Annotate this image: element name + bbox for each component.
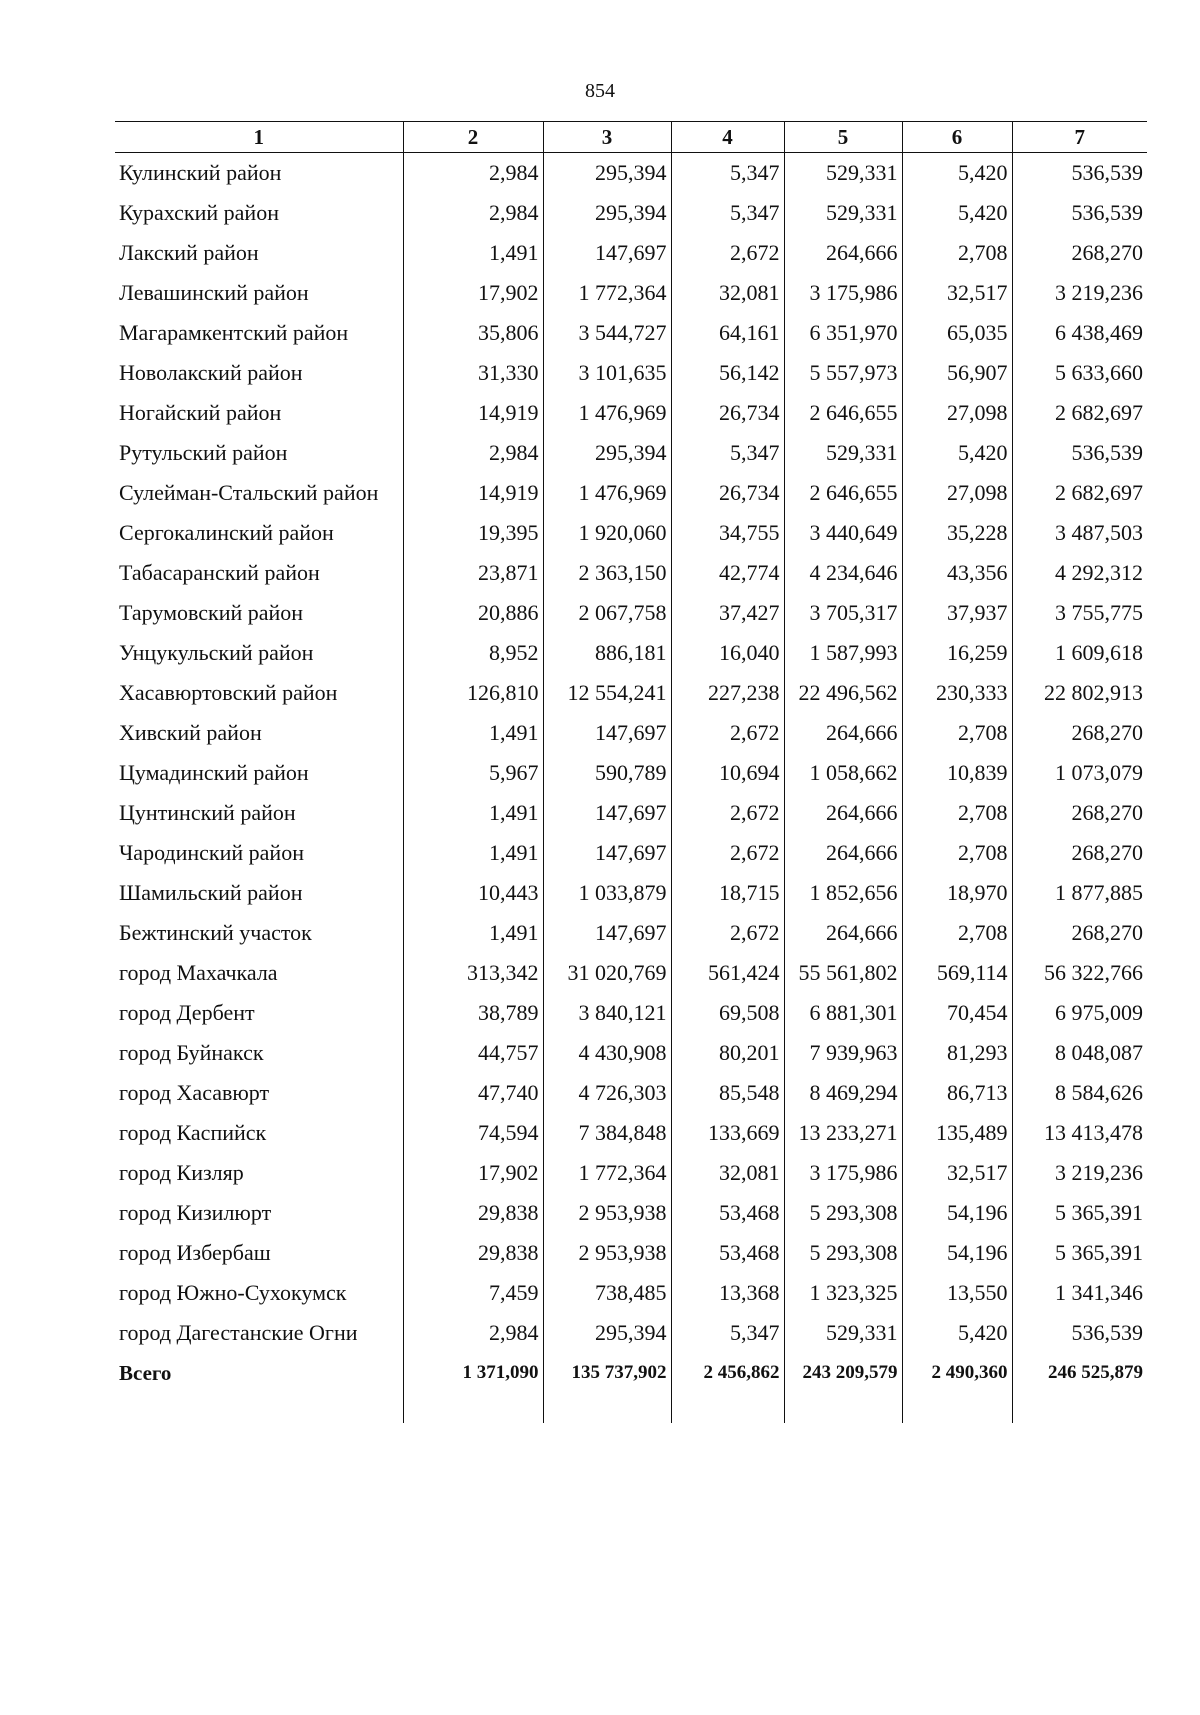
value-cell-col-4: 53,468 <box>671 1193 784 1233</box>
value-cell-col-7: 268,270 <box>1012 833 1147 873</box>
value-cell-col-4: 32,081 <box>671 273 784 313</box>
value-cell-col-3: 295,394 <box>543 1313 671 1353</box>
value-cell-col-4: 26,734 <box>671 393 784 433</box>
value-cell-col-4: 2 456,862 <box>671 1353 784 1393</box>
row-label: Тарумовский район <box>119 600 304 625</box>
table-row <box>115 753 1147 793</box>
table-row <box>115 833 1147 873</box>
value-cell-col-2: 1,491 <box>403 793 543 833</box>
row-label: город Кизляр <box>119 1160 244 1185</box>
table-row <box>115 393 1147 433</box>
row-label: город Буйнакск <box>119 1040 264 1065</box>
value-cell-col-4: 69,508 <box>671 993 784 1033</box>
value-cell-col-3: 1 476,969 <box>543 393 671 433</box>
table-row <box>115 473 1147 513</box>
table-row <box>115 993 1147 1033</box>
value-cell-col-2: 44,757 <box>403 1033 543 1073</box>
value-cell-col-4: 26,734 <box>671 473 784 513</box>
value-cell-col-4: 37,427 <box>671 593 784 633</box>
row-label: Хивский район <box>119 720 262 745</box>
value-cell-col-5: 7 939,963 <box>784 1033 902 1073</box>
table-row <box>115 233 1147 273</box>
table-row <box>115 553 1147 593</box>
empty-cell <box>403 1393 543 1423</box>
table-row <box>115 1113 1147 1153</box>
value-cell-col-5: 55 561,802 <box>784 953 902 993</box>
value-cell-col-2: 1 371,090 <box>403 1353 543 1393</box>
value-cell-col-7: 8 584,626 <box>1012 1073 1147 1113</box>
value-cell-col-3: 2 067,758 <box>543 593 671 633</box>
value-cell-col-5: 529,331 <box>784 193 902 233</box>
value-cell-col-6: 65,035 <box>902 313 1012 353</box>
value-cell-col-7: 268,270 <box>1012 793 1147 833</box>
value-cell-col-5: 1 323,325 <box>784 1273 902 1313</box>
table-row <box>115 1313 1147 1353</box>
value-cell-col-2: 14,919 <box>403 473 543 513</box>
value-cell-col-5: 529,331 <box>784 1313 902 1353</box>
table-row <box>115 1193 1147 1233</box>
value-cell-col-7: 3 487,503 <box>1012 513 1147 553</box>
value-cell-col-2: 17,902 <box>403 1153 543 1193</box>
value-cell-col-2: 126,810 <box>403 673 543 713</box>
value-cell-col-7: 268,270 <box>1012 913 1147 953</box>
value-cell-col-6: 86,713 <box>902 1073 1012 1113</box>
value-cell-col-7: 5 633,660 <box>1012 353 1147 393</box>
table-row <box>115 153 1147 194</box>
table-row <box>115 353 1147 393</box>
value-cell-col-7: 536,539 <box>1012 1313 1147 1353</box>
value-cell-col-6: 37,937 <box>902 593 1012 633</box>
row-label: Рутульский район <box>119 440 288 465</box>
column-header: 2 <box>403 122 543 153</box>
table-row <box>115 633 1147 673</box>
value-cell-col-2: 47,740 <box>403 1073 543 1113</box>
value-cell-col-3: 12 554,241 <box>543 673 671 713</box>
value-cell-col-2: 313,342 <box>403 953 543 993</box>
value-cell-col-5: 4 234,646 <box>784 553 902 593</box>
value-cell-col-2: 1,491 <box>403 833 543 873</box>
value-cell-col-6: 135,489 <box>902 1113 1012 1153</box>
value-cell-col-4: 80,201 <box>671 1033 784 1073</box>
value-cell-col-6: 27,098 <box>902 393 1012 433</box>
value-cell-col-5: 3 175,986 <box>784 273 902 313</box>
empty-cell <box>902 1393 1012 1423</box>
value-cell-col-3: 3 101,635 <box>543 353 671 393</box>
empty-cell <box>1012 1393 1147 1423</box>
value-cell-col-7: 268,270 <box>1012 233 1147 273</box>
row-label: город Махачкала <box>119 960 278 985</box>
value-cell-col-4: 42,774 <box>671 553 784 593</box>
empty-cell <box>784 1393 902 1423</box>
value-cell-col-3: 7 384,848 <box>543 1113 671 1153</box>
row-label: Сергокалинский район <box>119 520 334 545</box>
value-cell-col-7: 56 322,766 <box>1012 953 1147 993</box>
row-label: Цумадинский район <box>119 760 309 785</box>
value-cell-col-6: 13,550 <box>902 1273 1012 1313</box>
value-cell-col-3: 295,394 <box>543 433 671 473</box>
value-cell-col-7: 3 219,236 <box>1012 273 1147 313</box>
row-label: Чародинский район <box>119 840 304 865</box>
value-cell-col-3: 2 953,938 <box>543 1233 671 1273</box>
value-cell-col-4: 53,468 <box>671 1233 784 1273</box>
row-label: Сулейман-Стальский район <box>119 480 379 505</box>
column-header: 6 <box>902 122 1012 153</box>
value-cell-col-4: 56,142 <box>671 353 784 393</box>
row-label: город Дербент <box>119 1000 255 1025</box>
value-cell-col-3: 1 772,364 <box>543 1153 671 1193</box>
row-label: город Дагестанские Огни <box>119 1320 358 1345</box>
value-cell-col-4: 5,347 <box>671 433 784 473</box>
value-cell-col-4: 34,755 <box>671 513 784 553</box>
value-cell-col-7: 268,270 <box>1012 713 1147 753</box>
value-cell-col-5: 5 293,308 <box>784 1233 902 1273</box>
row-label: Табасаранский район <box>119 560 320 585</box>
table-row <box>115 433 1147 473</box>
value-cell-col-2: 2,984 <box>403 193 543 233</box>
value-cell-col-6: 2,708 <box>902 913 1012 953</box>
value-cell-col-7: 8 048,087 <box>1012 1033 1147 1073</box>
value-cell-col-6: 54,196 <box>902 1193 1012 1233</box>
value-cell-col-4: 133,669 <box>671 1113 784 1153</box>
value-cell-col-2: 23,871 <box>403 553 543 593</box>
row-label: город Избербаш <box>119 1240 271 1265</box>
value-cell-col-6: 2 490,360 <box>902 1353 1012 1393</box>
value-cell-col-7: 22 802,913 <box>1012 673 1147 713</box>
value-cell-col-2: 17,902 <box>403 273 543 313</box>
value-cell-col-3: 147,697 <box>543 793 671 833</box>
value-cell-col-7: 5 365,391 <box>1012 1233 1147 1273</box>
row-label: Новолакский район <box>119 360 303 385</box>
table-row <box>115 1233 1147 1273</box>
value-cell-col-5: 264,666 <box>784 913 902 953</box>
value-cell-col-4: 13,368 <box>671 1273 784 1313</box>
value-cell-col-4: 2,672 <box>671 913 784 953</box>
value-cell-col-2: 10,443 <box>403 873 543 913</box>
table-row <box>115 873 1147 913</box>
row-label: Бежтинский участок <box>119 920 312 945</box>
value-cell-col-4: 5,347 <box>671 1313 784 1353</box>
value-cell-col-7: 5 365,391 <box>1012 1193 1147 1233</box>
value-cell-col-4: 85,548 <box>671 1073 784 1113</box>
value-cell-col-3: 147,697 <box>543 233 671 273</box>
value-cell-col-6: 43,356 <box>902 553 1012 593</box>
value-cell-col-5: 264,666 <box>784 233 902 273</box>
value-cell-col-5: 264,666 <box>784 833 902 873</box>
value-cell-col-5: 3 705,317 <box>784 593 902 633</box>
value-cell-col-6: 70,454 <box>902 993 1012 1033</box>
value-cell-col-4: 32,081 <box>671 1153 784 1193</box>
table-tail-spacer <box>115 1393 1147 1423</box>
column-header: 7 <box>1012 122 1147 153</box>
row-label: Цунтинский район <box>119 800 296 825</box>
value-cell-col-5: 1 852,656 <box>784 873 902 913</box>
value-cell-col-6: 569,114 <box>902 953 1012 993</box>
value-cell-col-2: 8,952 <box>403 633 543 673</box>
value-cell-col-7: 2 682,697 <box>1012 473 1147 513</box>
value-cell-col-3: 147,697 <box>543 713 671 753</box>
value-cell-col-2: 1,491 <box>403 713 543 753</box>
value-cell-col-6: 16,259 <box>902 633 1012 673</box>
value-cell-col-6: 2,708 <box>902 713 1012 753</box>
value-cell-col-7: 3 755,775 <box>1012 593 1147 633</box>
row-label: Левашинский район <box>119 280 309 305</box>
value-cell-col-3: 3 544,727 <box>543 313 671 353</box>
allocation-table <box>115 121 1147 1423</box>
value-cell-col-7: 536,539 <box>1012 433 1147 473</box>
value-cell-col-5: 529,331 <box>784 433 902 473</box>
row-label: город Каспийск <box>119 1120 267 1145</box>
value-cell-col-2: 31,330 <box>403 353 543 393</box>
value-cell-col-2: 74,594 <box>403 1113 543 1153</box>
value-cell-col-4: 18,715 <box>671 873 784 913</box>
table-row <box>115 1153 1147 1193</box>
table-row <box>115 313 1147 353</box>
value-cell-col-6: 2,708 <box>902 793 1012 833</box>
allocation-table-container <box>115 121 1147 1423</box>
value-cell-col-7: 1 341,346 <box>1012 1273 1147 1313</box>
value-cell-col-2: 35,806 <box>403 313 543 353</box>
value-cell-col-4: 561,424 <box>671 953 784 993</box>
value-cell-col-6: 230,333 <box>902 673 1012 713</box>
value-cell-col-7: 6 438,469 <box>1012 313 1147 353</box>
value-cell-col-2: 20,886 <box>403 593 543 633</box>
value-cell-col-2: 1,491 <box>403 913 543 953</box>
value-cell-col-2: 1,491 <box>403 233 543 273</box>
value-cell-col-3: 147,697 <box>543 833 671 873</box>
total-row <box>115 1353 1147 1393</box>
table-row <box>115 1033 1147 1073</box>
value-cell-col-4: 16,040 <box>671 633 784 673</box>
table-row <box>115 953 1147 993</box>
value-cell-col-5: 6 351,970 <box>784 313 902 353</box>
value-cell-col-2: 29,838 <box>403 1233 543 1273</box>
value-cell-col-2: 7,459 <box>403 1273 543 1313</box>
row-label: Лакский район <box>119 240 259 265</box>
value-cell-col-7: 1 877,885 <box>1012 873 1147 913</box>
value-cell-col-6: 81,293 <box>902 1033 1012 1073</box>
value-cell-col-5: 6 881,301 <box>784 993 902 1033</box>
value-cell-col-7: 13 413,478 <box>1012 1113 1147 1153</box>
row-label: Хасавюртовский район <box>119 680 338 705</box>
value-cell-col-4: 64,161 <box>671 313 784 353</box>
column-number-header-row <box>115 122 1147 153</box>
table-row <box>115 673 1147 713</box>
value-cell-col-4: 2,672 <box>671 713 784 753</box>
value-cell-col-4: 2,672 <box>671 233 784 273</box>
value-cell-col-6: 27,098 <box>902 473 1012 513</box>
table-row <box>115 193 1147 233</box>
empty-cell <box>671 1393 784 1423</box>
column-header: 5 <box>784 122 902 153</box>
value-cell-col-4: 227,238 <box>671 673 784 713</box>
value-cell-col-6: 5,420 <box>902 153 1012 194</box>
table-row <box>115 513 1147 553</box>
value-cell-col-6: 2,708 <box>902 233 1012 273</box>
value-cell-col-2: 2,984 <box>403 433 543 473</box>
table-row <box>115 593 1147 633</box>
value-cell-col-3: 2 363,150 <box>543 553 671 593</box>
value-cell-col-6: 5,420 <box>902 433 1012 473</box>
value-cell-col-3: 31 020,769 <box>543 953 671 993</box>
value-cell-col-6: 5,420 <box>902 1313 1012 1353</box>
value-cell-col-5: 529,331 <box>784 153 902 194</box>
value-cell-col-2: 2,984 <box>403 1313 543 1353</box>
value-cell-col-4: 2,672 <box>671 793 784 833</box>
row-label: Магарамкентский район <box>119 320 349 345</box>
row-label: город Хасавюрт <box>119 1080 270 1105</box>
row-label: Кулинский район <box>119 160 282 185</box>
value-cell-col-6: 32,517 <box>902 273 1012 313</box>
value-cell-col-7: 1 073,079 <box>1012 753 1147 793</box>
value-cell-col-2: 2,984 <box>403 153 543 194</box>
row-label: Унцукульский район <box>119 640 314 665</box>
value-cell-col-5: 1 587,993 <box>784 633 902 673</box>
value-cell-col-5: 8 469,294 <box>784 1073 902 1113</box>
page-number: 854 <box>585 80 615 102</box>
table-body <box>115 153 1147 1424</box>
value-cell-col-3: 1 920,060 <box>543 513 671 553</box>
row-label: город Кизилюрт <box>119 1200 272 1225</box>
value-cell-col-7: 536,539 <box>1012 193 1147 233</box>
value-cell-col-5: 2 646,655 <box>784 393 902 433</box>
row-label: Ногайский район <box>119 400 282 425</box>
value-cell-col-6: 2,708 <box>902 833 1012 873</box>
value-cell-col-2: 19,395 <box>403 513 543 553</box>
value-cell-col-3: 295,394 <box>543 153 671 194</box>
value-cell-col-7: 6 975,009 <box>1012 993 1147 1033</box>
value-cell-col-4: 2,672 <box>671 833 784 873</box>
column-header: 1 <box>253 124 264 149</box>
row-label: город Южно-Сухокумск <box>119 1280 347 1305</box>
value-cell-col-6: 10,839 <box>902 753 1012 793</box>
row-label: Шамильский район <box>119 880 303 905</box>
value-cell-col-6: 32,517 <box>902 1153 1012 1193</box>
row-label: Курахский район <box>119 200 279 225</box>
value-cell-col-6: 18,970 <box>902 873 1012 913</box>
table-row <box>115 1273 1147 1313</box>
column-header: 4 <box>671 122 784 153</box>
value-cell-col-3: 4 726,303 <box>543 1073 671 1113</box>
value-cell-col-5: 2 646,655 <box>784 473 902 513</box>
value-cell-col-6: 5,420 <box>902 193 1012 233</box>
value-cell-col-2: 29,838 <box>403 1193 543 1233</box>
value-cell-col-2: 5,967 <box>403 753 543 793</box>
value-cell-col-5: 13 233,271 <box>784 1113 902 1153</box>
value-cell-col-5: 22 496,562 <box>784 673 902 713</box>
value-cell-col-5: 264,666 <box>784 713 902 753</box>
empty-cell <box>543 1393 671 1423</box>
value-cell-col-3: 2 953,938 <box>543 1193 671 1233</box>
empty-cell <box>115 1393 403 1423</box>
value-cell-col-6: 35,228 <box>902 513 1012 553</box>
table-row <box>115 273 1147 313</box>
value-cell-col-3: 1 476,969 <box>543 473 671 513</box>
value-cell-col-5: 5 293,308 <box>784 1193 902 1233</box>
value-cell-col-2: 14,919 <box>403 393 543 433</box>
value-cell-col-3: 3 840,121 <box>543 993 671 1033</box>
value-cell-col-7: 4 292,312 <box>1012 553 1147 593</box>
value-cell-col-3: 590,789 <box>543 753 671 793</box>
value-cell-col-7: 3 219,236 <box>1012 1153 1147 1193</box>
value-cell-col-3: 1 033,879 <box>543 873 671 913</box>
value-cell-col-4: 10,694 <box>671 753 784 793</box>
value-cell-col-3: 1 772,364 <box>543 273 671 313</box>
value-cell-col-3: 738,485 <box>543 1273 671 1313</box>
value-cell-col-6: 56,907 <box>902 353 1012 393</box>
table-row <box>115 713 1147 753</box>
column-header: 3 <box>543 122 671 153</box>
value-cell-col-4: 5,347 <box>671 193 784 233</box>
value-cell-col-7: 536,539 <box>1012 153 1147 194</box>
value-cell-col-5: 264,666 <box>784 793 902 833</box>
table-row <box>115 1073 1147 1113</box>
value-cell-col-5: 1 058,662 <box>784 753 902 793</box>
value-cell-col-5: 3 440,649 <box>784 513 902 553</box>
value-cell-col-6: 54,196 <box>902 1233 1012 1273</box>
value-cell-col-3: 886,181 <box>543 633 671 673</box>
value-cell-col-3: 295,394 <box>543 193 671 233</box>
row-label: Всего <box>119 1361 172 1385</box>
value-cell-col-5: 5 557,973 <box>784 353 902 393</box>
value-cell-col-4: 5,347 <box>671 153 784 194</box>
value-cell-col-5: 3 175,986 <box>784 1153 902 1193</box>
value-cell-col-3: 4 430,908 <box>543 1033 671 1073</box>
value-cell-col-2: 38,789 <box>403 993 543 1033</box>
value-cell-col-3: 135 737,902 <box>543 1353 671 1393</box>
value-cell-col-7: 2 682,697 <box>1012 393 1147 433</box>
value-cell-col-7: 1 609,618 <box>1012 633 1147 673</box>
value-cell-col-7: 246 525,879 <box>1012 1353 1147 1393</box>
table-row <box>115 913 1147 953</box>
table-row <box>115 793 1147 833</box>
value-cell-col-5: 243 209,579 <box>784 1353 902 1393</box>
value-cell-col-3: 147,697 <box>543 913 671 953</box>
